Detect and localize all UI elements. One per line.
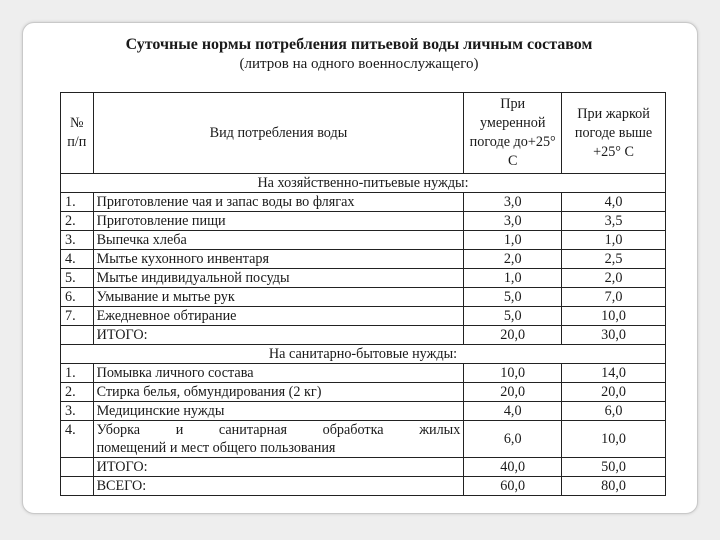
row-hot: 6,0 [562,402,666,421]
total-hot: 50,0 [562,458,666,477]
row-name: Приготовление пищи [93,212,464,231]
grand-total-moderate: 60,0 [464,477,562,496]
table-row [61,383,666,402]
row-num: 3. [61,402,94,421]
row-hot: 4,0 [562,193,666,212]
table-row [61,307,666,326]
total-row [61,326,666,345]
total-row [61,458,666,477]
row-num-empty [61,458,94,477]
table-row [61,421,666,458]
row-moderate: 3,0 [464,212,562,231]
row-moderate: 5,0 [464,288,562,307]
total-hot: 30,0 [562,326,666,345]
row-name: Мытье индивидуальной посуды [93,269,464,288]
row-hot: 1,0 [562,231,666,250]
row-moderate: 3,0 [464,193,562,212]
row-name-line1: Уборка и санитарная обработка жилых [96,422,461,438]
row-name-multiline [93,421,464,458]
row-num: 1. [61,193,94,212]
row-name: Стирка белья, обмундирования (2 кг) [93,383,464,402]
row-moderate: 1,0 [464,231,562,250]
row-moderate: 6,0 [464,421,562,458]
row-num: 2. [61,212,94,231]
section-title-2: На санитарно-бытовые нужды: [61,345,666,364]
row-name: Мытье кухонного инвентаря [93,250,464,269]
row-hot: 10,0 [562,307,666,326]
document-title: Суточные нормы потребления питьевой воды личным составом [125,36,593,53]
row-name: Приготовление чая и запас воды во флягах [93,193,464,212]
row-num: 7. [61,307,94,326]
row-moderate: 1,0 [464,269,562,288]
table-row [61,288,666,307]
row-name-line2: помещений и мест общего пользования [96,440,336,456]
table-row [61,402,666,421]
table-row [61,364,666,383]
table-row [61,269,666,288]
header-row [61,93,666,174]
row-hot: 3,5 [562,212,666,231]
row-num-empty [61,326,94,345]
row-name: Помывка личного состава [93,364,464,383]
table-row [61,193,666,212]
row-num: 2. [61,383,94,402]
row-name: Ежедневное обтирание [93,307,464,326]
row-hot: 2,0 [562,269,666,288]
row-moderate: 2,0 [464,250,562,269]
header-num: № п/п [61,93,94,174]
row-num: 6. [61,288,94,307]
row-name: Медицинские нужды [93,402,464,421]
row-hot: 2,5 [562,250,666,269]
table-row [61,231,666,250]
section-title-1: На хозяйственно-питьевые нужды: [61,174,666,193]
row-num: 4. [61,250,94,269]
water-norms-table [60,92,666,496]
row-num: 4. [61,421,94,458]
section-row [61,345,666,364]
grand-total-row [61,477,666,496]
row-hot: 20,0 [562,383,666,402]
row-num: 3. [61,231,94,250]
row-hot: 10,0 [562,421,666,458]
row-moderate: 10,0 [464,364,562,383]
row-moderate: 20,0 [464,383,562,402]
row-moderate: 5,0 [464,307,562,326]
row-num: 5. [61,269,94,288]
header-type: Вид потребления воды [93,93,464,174]
document-subtitle: (литров на одного военнослужащего) [239,56,479,72]
total-label: ИТОГО: [93,326,464,345]
total-moderate: 40,0 [464,458,562,477]
table-row [61,250,666,269]
grand-total-label: ВСЕГО: [93,477,464,496]
section-row [61,174,666,193]
row-name: Умывание и мытье рук [93,288,464,307]
row-num: 1. [61,364,94,383]
table-row [61,212,666,231]
total-label: ИТОГО: [93,458,464,477]
row-moderate: 4,0 [464,402,562,421]
row-name: Выпечка хлеба [93,231,464,250]
grand-total-hot: 80,0 [562,477,666,496]
row-hot: 14,0 [562,364,666,383]
row-hot: 7,0 [562,288,666,307]
header-moderate: При умеренной погоде до+25° С [464,93,562,174]
header-hot: При жаркой погоде выше +25° С [562,93,666,174]
row-num-empty [61,477,94,496]
total-moderate: 20,0 [464,326,562,345]
